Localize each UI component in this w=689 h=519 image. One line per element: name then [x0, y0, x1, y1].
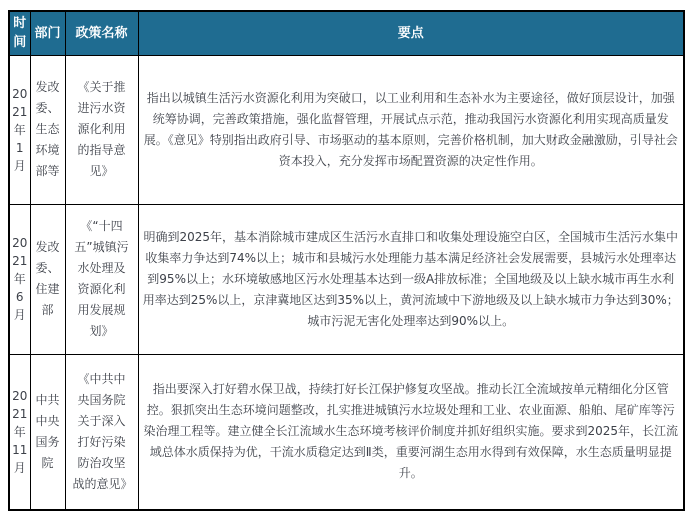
- header-cell-policy: 政策名称: [65, 11, 138, 55]
- policy-table: [8, 10, 685, 511]
- table-row: [9, 354, 684, 510]
- cell-dept: 发改委、生态环境部等: [30, 55, 65, 204]
- policy-table-container: [8, 10, 685, 511]
- cell-points: 指出要深入打好碧水保卫战，持续打好长江保护修复攻坚战。推动长江全流域按单元精细化分区管控。狠抓突出生态环境问题整改，扎实推进城镇污水垃圾处理和工业、农业面源、船舶、尾矿库等污染治理工程等。建立健全长江流域水生态环境考核评价制度并抓好组织实施。要求到2025年，长江流域总体水质保持为优，干流水质稳定达到Ⅱ类，重要河湖生态用水得到有效保障，水生态质量明显提升。: [138, 354, 684, 510]
- cell-time: 2021年11月: [9, 354, 30, 510]
- header-cell-dept: 部门: [30, 11, 65, 55]
- header-row: [9, 11, 684, 55]
- cell-points: 明确到2025年，基本消除城市建成区生活污水直排口和收集处理设施空白区，全国城市生活污水集中收集率力争达到74%以上；城市和县城污水处理能力基本满足经济社会发展需要，县城污水处理率达到95%以上；水环境敏感地区污水处理基本达到一级A排放标准；全国地级及以上缺水城市再生水利用率达到25%以上，京津冀地区达到35%以上，黄河流域中下游地级及以上缺水城市力争达到30%；城市污泥无害化处理率达到90%以上。: [138, 204, 684, 354]
- table-row: [9, 55, 684, 204]
- cell-points: 指出以城镇生活污水资源化利用为突破口，以工业利用和生态补水为主要途径，做好顶层设计，加强统筹协调，完善政策措施，强化监督管理，开展试点示范，推动我国污水资源化利用实现高质量发展。《意见》特别指出政府引导、市场驱动的基本原则，完善价格机制，加大财政金融激励，引导社会资本投入，充分发挥市场配置资源的决定性作用。: [138, 55, 684, 204]
- header-cell-time: 时间: [9, 11, 30, 55]
- cell-policy: 《关于推进污水资源化利用的指导意见》: [65, 55, 138, 204]
- cell-time: 2021年6月: [9, 204, 30, 354]
- cell-policy: 《中共中央国务院关于深入打好污染防治攻坚战的意见》: [65, 354, 138, 510]
- header-cell-points: 要点: [138, 11, 684, 55]
- cell-dept: 中共中央国务院: [30, 354, 65, 510]
- cell-time: 2021年1月: [9, 55, 30, 204]
- cell-dept: 发改委、住建部: [30, 204, 65, 354]
- cell-policy: 《“十四五”城镇污水处理及资源化利用发展规划》: [65, 204, 138, 354]
- table-row: [9, 204, 684, 354]
